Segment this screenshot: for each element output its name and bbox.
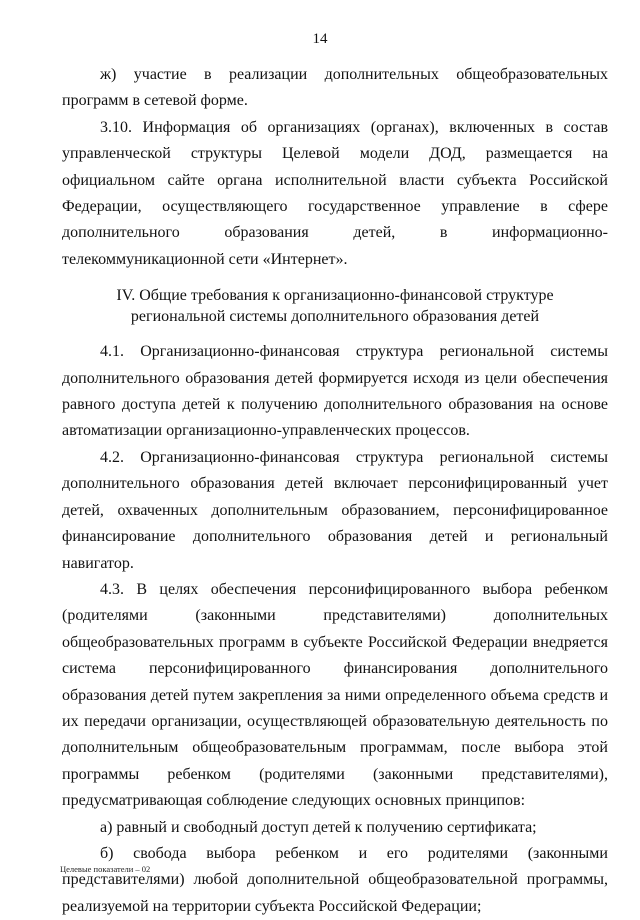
section-heading-line2: региональной системы дополнительного образования детей: [130, 308, 540, 326]
document-body: [62, 62, 608, 920]
page-number: 14: [312, 31, 328, 47]
paragraph-item-zh: ж) участие в реализации дополнительных общеобразовательных программ в сетевой форме.: [62, 66, 608, 110]
list-item-a: а) равный и свободный доступ детей к получению сертификата;: [100, 818, 537, 836]
section-heading: [62, 285, 608, 327]
paragraph-4-1: 4.1. Организационно-финансовая структура региональной системы дополнительного образования детей формируется исходя из цели обеспечения равного доступа детей к получению дополнительного образования на основе автоматизации организационно-управленческих процессов.: [62, 343, 608, 440]
paragraph-4-2: 4.2. Организационно-финансовая структура региональной системы дополнительного образования детей включает персонифицированный учет детей, охваченных дополнительным образованием, персонифицированное финансирование дополнительного образования детей и региональный навигатор.: [62, 448, 608, 572]
section-heading-line1: IV. Общие требования к организационно-финансовой структуре: [116, 287, 554, 305]
list-item-b: б) свобода выбора ребенком и его родителями (законными представителями) любой дополнительной общеобразовательной программы, реализуемой на территории субъекта Российской Федерации;: [62, 844, 608, 915]
paragraph-3-10: 3.10. Информация об организациях (органах), включенных в состав управленческой структуры Целевой модели ДОД, размещается на официальном сайте органа исполнительной власти субъекта Российской Федерации, осуществляющего государственное управление в сфере дополнительного образования детей, в информационно-телекоммуникационной сети «Интернет».: [62, 118, 608, 268]
footer-note: Целевые показатели – 02: [60, 864, 151, 874]
paragraph-4-3: 4.3. В целях обеспечения персонифицированного выбора ребенком (родителями (законными представителями) дополнительных общеобразовательных программ в субъекте Российской Федерации внедряется система персонифицированного финансирования дополнительного образования детей путем закрепления за ними определенного объема средств и их передачи организации, осуществляющей образовательную деятельность по дополнительным общеобразовательным программам, после выбора этой программы ребенком (родителями (законными представителями), предусматривающая соблюдение следующих основных принципов:: [62, 580, 608, 810]
